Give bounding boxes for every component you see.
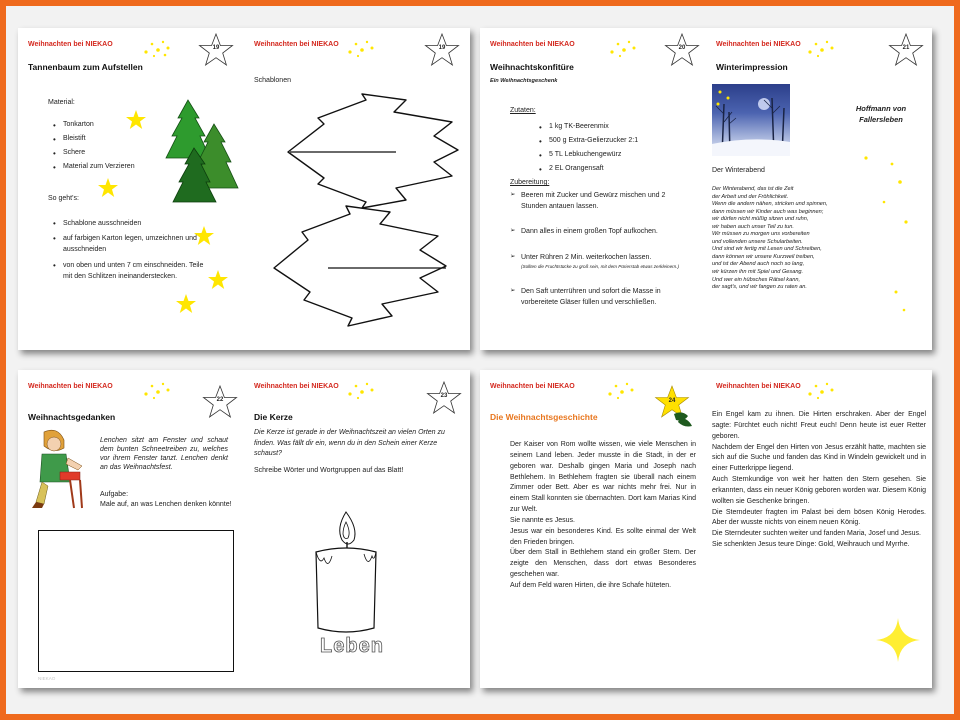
page-number: 24 (668, 398, 676, 404)
spread-pages-24-25 (480, 370, 932, 688)
poem-title: Der Winterabend (712, 167, 765, 174)
page-subtitle: Ein Weihnachtsgeschenk (490, 78, 558, 84)
prep-note: (Sollten die Fruchtstücke zu groß sein, mit dem Pürierstab etwas zerkleinern.) (521, 264, 680, 269)
candle-word: Leben (320, 635, 384, 657)
brand-label: Weihnachten bei NIEKAO (490, 41, 575, 48)
page-number-star (424, 32, 460, 68)
yellow-star-icon (194, 226, 214, 246)
page-number-star (198, 32, 234, 68)
sparkle-dots-icon (802, 376, 842, 402)
page-19-right (244, 28, 470, 350)
page-25 (706, 370, 932, 688)
sparkle-dots-icon (802, 34, 842, 60)
poem-line: dann können wir unsere Kurzweil treiben, (712, 253, 815, 260)
tree-template-outline (266, 90, 462, 340)
page-24 (480, 370, 706, 688)
prep-steps-list-end (510, 286, 692, 308)
list-item: • 500 g Extra-Gelierzucker 2:1 (538, 136, 698, 146)
sparkle-dots-icon (138, 376, 178, 402)
poem-line: und vollenden unsere Schularbeiten. (712, 238, 803, 245)
list-item: ➢ Dann alles in einem großen Topf aufkochen. (510, 226, 692, 237)
list-item: • 2 EL Orangensaft (538, 164, 698, 174)
list-item: • Bleistift (52, 134, 172, 144)
poem-line: der Arbeit und der Fröhlichkeit. (712, 193, 789, 200)
drawing-area[interactable] (38, 530, 234, 672)
page-23 (244, 370, 470, 688)
page-21 (706, 28, 932, 350)
story-text (510, 440, 696, 592)
poem-line: der sagt's, und wir fangen zu raten an. (712, 284, 807, 291)
brand-label: Weihnachten bei NIEKAO (716, 41, 801, 48)
footer-label: NIEKAO (38, 676, 56, 681)
brand-label: Weihnachten bei NIEKAO (28, 383, 113, 390)
sparkle-dots-icon (342, 34, 382, 60)
snowy-forest-image (712, 84, 790, 156)
poem-author: Hoffmann von Fallersleben (855, 104, 907, 124)
prep-label: Zubereitung: (510, 179, 550, 186)
page-number: 23 (440, 393, 448, 399)
story-paragraph: Auch Sternkundige von weit her hatten den Stern gesehen. Sie erkannten, dass ein neuer König geboren worden war. Diesem König wollten sie Geschenke bringen. (712, 476, 926, 505)
list-item: • Tonkarton (52, 120, 172, 130)
material-label: Material: (48, 99, 75, 106)
story-paragraph: Der Kaiser von Rom wollte wissen, wie viele Menschen in seinem Land leben. Jeder musste in die Stadt, in der er geboren war. Deshalb gingen Maria und Joseph nach Bethlehem. In Bethlehem fragten sie überall nach einem Zimmer oder Bett. Aber es war nichts mehr frei. Nur in einem Stall konnten sie übernachten. Dort kam Marias Kind zur Welt. (510, 441, 696, 514)
brand-label: Weihnachten bei NIEKAO (28, 41, 113, 48)
page-19-left (18, 28, 244, 350)
story-paragraph: Über dem Stall in Bethlehem stand ein großer Stern. Der zeigte den Menschen, dass dort etwas Besonderes geschehen war. (510, 549, 696, 579)
list-item: • Schere (52, 148, 172, 158)
page-title: Weihnachtskonfitüre (490, 62, 574, 72)
story-text-continued (712, 410, 926, 551)
yellow-dots-decoration-icon (856, 152, 916, 322)
poem-line: und ist der Abend auch noch so lang, (712, 261, 805, 268)
ingredients-list (538, 122, 698, 179)
sparkle-dots-icon (602, 376, 642, 402)
list-item: ➢ Den Saft unterrühren und sofort die Masse in vorbereitete Gläser füllen und verschließen. (510, 286, 692, 308)
page-number-star (888, 32, 924, 68)
poem-text (712, 186, 872, 292)
sparkle-dots-icon (342, 376, 382, 402)
page-title: Weihnachtsgedanken (28, 412, 116, 422)
story-paragraph: Auf dem Feld waren Hirten, die ihre Schafe hüteten. (510, 581, 672, 589)
page-number: 22 (216, 397, 224, 403)
spread-pages-20-21 (480, 28, 932, 350)
page-number-star (654, 384, 690, 420)
list-item: • von oben und unten 7 cm einschneiden. Teile mit den Schlitzen ineinanderstecken. (52, 260, 208, 282)
task-text: Male auf, an was Lenchen denken könnte! (100, 501, 232, 508)
page-number: 20 (678, 45, 686, 51)
yellow-star-icon (208, 270, 228, 290)
poem-line: Wir müssen zu morgen uns vorbereiten (712, 231, 810, 238)
prep-steps-list (510, 190, 692, 263)
task-text: Schreibe Wörter und Wortgruppen auf das Blatt! (254, 467, 404, 474)
story-text: Lenchen sitzt am Fenster und schaut dem bunten Schneetreiben zu, welches vor ihrem Fenster tanzt. Lenchen denkt an das Weihnachtsfest. (100, 437, 228, 472)
story-paragraph: Jesus war ein besonderes Kind. Es sollte einmal der Welt den Frieden bringen. (510, 527, 696, 546)
steps-list (52, 218, 208, 286)
story-paragraph: Nachdem der Engel den Hirten von Jesus erzählt hatte, machten sie sich auf die Suche und fanden das Kind in Windeln gewickelt und in einer Futterkrippe liegend. (712, 443, 926, 473)
poem-line: Und wer ein hübsches Rätsel kann, (712, 276, 800, 283)
list-item: • auf farbigen Karton legen, umzeichnen und ausschneiden (52, 233, 208, 255)
page-number: 19 (438, 45, 446, 51)
poem-line: dann müssen wir Kinder auch was beginnen; (712, 208, 824, 215)
sparkle-dots-icon (604, 34, 644, 60)
page-title: Die Kerze (254, 412, 293, 422)
sparkle-star-icon (876, 618, 920, 662)
poem-line: Und sind wir fertig mit Lesen und Schreiben, (712, 246, 822, 253)
yellow-star-icon (176, 294, 196, 314)
page-number-star (426, 380, 462, 416)
task-label: Aufgabe: (100, 491, 129, 498)
list-item: • Material zum Verzieren (52, 162, 172, 172)
slide-frame (6, 6, 954, 714)
poem-line: wir kürzen ihn mit Spiel und Gesang. (712, 269, 804, 276)
story-paragraph: Sie schenkten Jesus teure Dinge: Gold, Weihrauch und Myrrhe. (712, 541, 910, 549)
list-item: ➢ Beeren mit Zucker und Gewürz mischen und 2 Stunden antauen lassen. (510, 190, 692, 212)
brand-label: Weihnachten bei NIEKAO (490, 383, 575, 390)
brand-label: Weihnachten bei NIEKAO (716, 383, 801, 390)
girl-sitting-icon (30, 428, 86, 512)
poem-line: wir dürfen nicht müßig sitzen und ruhn, (712, 216, 809, 223)
christmas-trees-icon (164, 98, 240, 208)
page-title: Tannenbaum zum Aufstellen (28, 62, 143, 72)
template-label: Schablonen (254, 77, 291, 84)
winter-photo (712, 84, 790, 156)
story-paragraph: Sie nannte es Jesus. (510, 516, 575, 524)
page-20 (480, 28, 706, 350)
ingredients-label: Zutaten: (510, 107, 536, 114)
brand-label: Weihnachten bei NIEKAO (254, 383, 339, 390)
brand-label: Weihnachten bei NIEKAO (254, 41, 339, 48)
list-item: • Schablone ausschneiden (52, 218, 208, 229)
page-title: Die Weihnachtsgeschichte (490, 412, 598, 422)
page-number-star (664, 32, 700, 68)
page-number-star (202, 384, 238, 420)
page-title: Winterimpression (716, 62, 788, 72)
poem-line: wir haben auch unser Teil zu tun. (712, 223, 794, 230)
page-number: 19 (212, 45, 220, 51)
yellow-star-icon (126, 110, 146, 130)
sparkle-dots-icon (138, 34, 178, 60)
list-item: ➢ Unter Rühren 2 Min. weiterkochen lassen. (510, 252, 692, 263)
story-paragraph: Die Sterndeuter suchten weiter und fanden Maria, Josef und Jesus. (712, 530, 921, 538)
materials-list (52, 120, 172, 177)
page-number: 21 (902, 45, 910, 51)
spread-pages-19 (18, 28, 470, 350)
story-paragraph: Ein Engel kam zu ihnen. Die Hirten erschraken. Aber der Engel sagte: Fürchtet euch nicht! Freut euch! Denn heute ist euer Retter geboren. (712, 411, 926, 440)
list-item: • 1 kg TK-Beerenmix (538, 122, 698, 132)
howto-label: So geht's: (48, 195, 79, 202)
intro-text: Die Kerze ist gerade in der Weihnachtszeit an vielen Orten zu finden. Was fällt dir ein, wenn du in den Schein einer Kerze schaust? (254, 429, 445, 457)
list-item: • 5 TL Lebkuchengewürz (538, 150, 698, 160)
poem-line: Der Winterabend, das ist die Zeit (712, 186, 794, 192)
yellow-star-icon (98, 178, 118, 198)
story-paragraph: Die Sterndeuter fragten im Palast bei dem bösen König Herodes. Aber der wusste nichts von einem neuen König. (712, 508, 926, 527)
spread-pages-22-23 (18, 370, 470, 688)
poem-line: Wenn die andern nähen, stricken und spinnen, (712, 201, 828, 208)
page-22 (18, 370, 244, 688)
gold-star-with-holly-icon (654, 384, 694, 428)
